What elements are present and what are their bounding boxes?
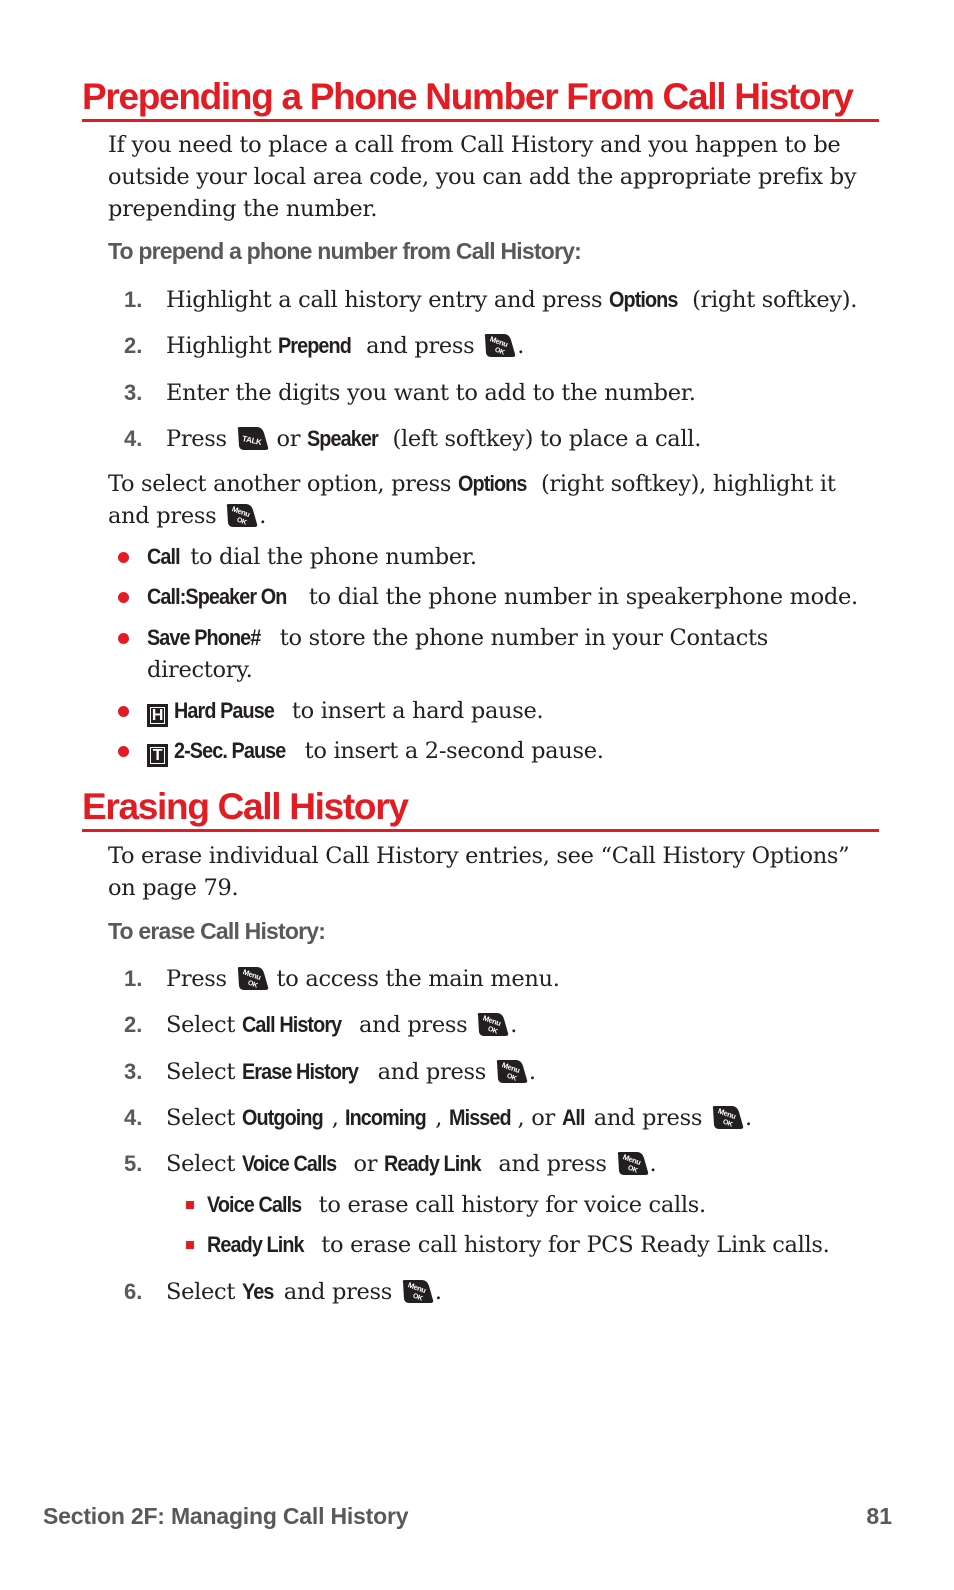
intro-paragraph-prepending: If you need to place a call from Call History and you happen to be outside your local area code, you can add the appropriate prefix by prepending the number. — [108, 132, 857, 222]
procedure-subhead-erase: To erase Call History: — [108, 918, 326, 944]
step-number: 2. — [124, 1012, 143, 1037]
step-number: 4. — [124, 426, 143, 451]
options-paragraph: To select another option, press Options (right softkey), highlight it and press . — [108, 471, 836, 529]
section-heading-erasing: Erasing Call History — [82, 785, 879, 832]
step-number: 6. — [124, 1279, 143, 1304]
step-text: Highlight Prepend and press . — [166, 333, 525, 359]
bullet-dot-icon — [118, 706, 129, 717]
step-text: Press to access the main menu. — [166, 966, 560, 992]
step-text: Highlight a call history entry and press Options (right softkey). — [166, 287, 858, 313]
erase-step-1 — [0, 963, 900, 997]
pause-t-icon: T — [147, 744, 168, 767]
procedure-subhead-prepend: To prepend a phone number from Call History: — [108, 238, 581, 264]
step-text: Select Erase History and press . — [166, 1059, 536, 1085]
bullet-dot-icon — [118, 592, 129, 603]
erase-step-6 — [0, 1276, 900, 1310]
hard-pause-h-icon: H — [147, 704, 168, 727]
menu-ok-key-icon — [494, 1058, 528, 1084]
intro-paragraph-erasing: To erase individual Call History entries, see “Call History Options” on page 79. — [108, 843, 850, 901]
bullet-dot-icon — [118, 633, 129, 644]
talk-key-icon — [235, 425, 269, 451]
page-number: 81 — [866, 1503, 892, 1529]
step-number: 3. — [124, 380, 143, 405]
step-number: 5. — [124, 1151, 143, 1176]
step-text: Press TALK or Speaker (left softkey) to place a call. — [166, 426, 702, 452]
menu-ok-key-icon — [235, 965, 269, 991]
erase-step-4 — [0, 1102, 900, 1136]
menu-ok-key-icon — [475, 1011, 509, 1037]
footer-section-title: Section 2F: Managing Call History — [43, 1503, 409, 1529]
menu-ok-key-icon — [224, 502, 258, 528]
step-text: Select Call History and press . — [166, 1012, 518, 1038]
erase-step-5 — [0, 1148, 900, 1182]
erase-step-3 — [0, 1056, 900, 1090]
step-number: 4. — [124, 1105, 143, 1130]
menu-ok-key-icon — [400, 1278, 434, 1304]
menu-ok-key-icon — [482, 332, 516, 358]
step-number: 3. — [124, 1059, 143, 1084]
svg-text:TALK: TALK — [241, 434, 263, 447]
step-1 — [0, 284, 900, 318]
menu-ok-key-icon — [710, 1104, 744, 1130]
step-number: 2. — [124, 333, 143, 358]
step-number: 1. — [124, 966, 143, 991]
step-4 — [0, 423, 900, 457]
step-2 — [0, 330, 900, 364]
menu-ok-key-icon — [615, 1150, 649, 1176]
step-text: Select Voice Calls or Ready Link and press . — [166, 1151, 657, 1177]
erase-step-2 — [0, 1009, 900, 1043]
bullet-dot-icon — [118, 552, 129, 563]
manual-page: Prepending a Phone Number From Call History If you need to place a call from Call History and you happen to be outside your local area code, you can add the appropriate prefix by prepending the number. To prepend a phone number from Call History: 1. Highlight a call history entry and press Options (right softkey). 2. Highlight Prepend and press . 3. Enter the digits you want to add to the number. 4. Press TALK or Speaker (left softkey) to place a call. To select another option, press Options (right softkey), highlight it and press . Call to dial the phone number. Call:Speaker On to dial the phone number in speakerphone mode. Save Phone# to store the phone number in your Contacts directory. H Hard Pause to insert a hard pause. T 2-Sec. Pause to insert a 2-second pause. Erasing Call History To erase individual Call History entries, see “Call History Options” on page 79. To erase Call History: 1. Press to access the main menu. 2. Select Call History and press . 3. Select Erase History and press . 4. Select Outgoing , Incoming , Missed , or All and press . 5. Select Voice Calls or Ready Link and press . Voice Calls to erase call history for voice calls. Ready Link to erase call history for PCS Ready Link calls. 6. Select Yes and press . Section 2F: Managing Call History 81 — [0, 0, 954, 1590]
bullet-square-icon — [186, 1201, 194, 1209]
step-text: Enter the digits you want to add to the number. — [166, 380, 696, 406]
step-text: Select Outgoing , Incoming , Missed , or All and press . — [166, 1105, 752, 1131]
bullet-dot-icon — [118, 746, 129, 757]
bullet-square-icon — [186, 1241, 194, 1249]
step-text: Select Yes and press . — [166, 1279, 442, 1305]
section-heading-prepending: Prepending a Phone Number From Call History — [82, 75, 879, 122]
step-number: 1. — [124, 287, 143, 312]
step-3 — [0, 377, 900, 411]
